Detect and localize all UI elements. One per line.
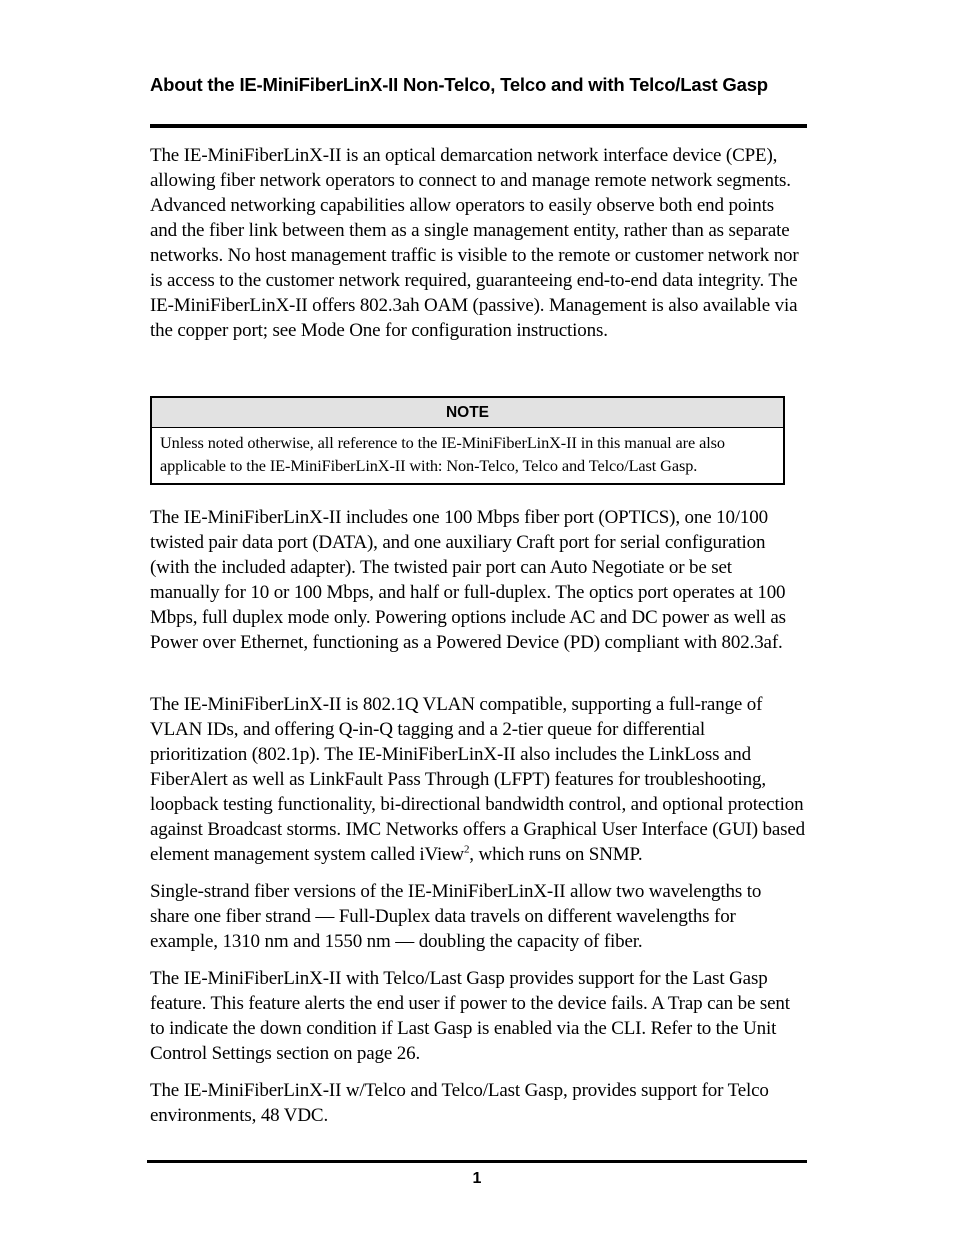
paragraph-last-gasp: The IE-MiniFiberLinX-II with Telco/Last Gasp provides support for the Last Gasp feature. This feature alerts the end user if power to the device fails. A Trap can be sent to indicate the down condition if Last Gasp is enabled via the CLI. Refer to the Unit Control Settings section on page 26. xyxy=(150,968,790,1064)
paragraph-vlan xyxy=(150,692,805,867)
paragraph-telco: The IE-MiniFiberLinX-II w/Telco and Telco/Last Gasp, provides support for Telco environments, 48 VDC. xyxy=(150,1080,769,1126)
heading-rule xyxy=(150,124,807,128)
paragraph-intro: The IE-MiniFiberLinX-II is an optical demarcation network interface device (CPE), allowing fiber network operators to connect to and manage remote network segments. Advanced networking capabilities allow operators to easily observe both end points and the fiber link between them as a single management entity, rather than as separate networks. No host management traffic is visible to the remote or customer network nor is access to the customer network required, guaranteeing end-to-end data integrity. The IE-MiniFiberLinX-II offers 802.3ah OAM (passive). Management is also available via the copper port; see Mode One for configuration instructions. xyxy=(150,145,799,341)
section-heading: About the IE-MiniFiberLinX-II Non-Telco, Telco and with Telco/Last Gasp xyxy=(150,74,768,95)
note-text: Unless noted otherwise, all reference to the IE-MiniFiberLinX-II in this manual are also applicable to the IE-MiniFiberLinX-II with: Non-Telco, Telco and Telco/Last Gasp. xyxy=(160,433,725,475)
paragraph-vlan-suffix: , which runs on SNMP. xyxy=(469,844,643,865)
paragraph-single-strand: Single-strand fiber versions of the IE-MiniFiberLinX-II allow two wavelengths to share one fiber strand — Full-Duplex data travels on different wavelengths for example, 1310 nm and 1550 nm — doubling the capacity of fiber. xyxy=(150,881,762,952)
note-box xyxy=(150,396,785,485)
paragraph-ports: The IE-MiniFiberLinX-II includes one 100 Mbps fiber port (OPTICS), one 10/100 twisted pair data port (DATA), and one auxiliary Craft port for serial configuration (with the included adapter). The twisted pair port can Auto Negotiate or be set manually for 10 or 100 Mbps, and half or full-duplex. The optics port operates at 100 Mbps, full duplex mode only. Powering options include AC and DC power as well as Power over Ethernet, functioning as a Powered Device (PD) compliant with 802.3af. xyxy=(150,507,786,653)
note-title: NOTE xyxy=(152,398,783,428)
document-page xyxy=(150,0,807,1235)
paragraph-vlan-text: The IE-MiniFiberLinX-II is 802.1Q VLAN compatible, supporting a full-range of VLAN IDs, and offering Q-in-Q tagging and a 2-tier queue for differential prioritization (802.1p). The IE-MiniFiberLinX-II also includes the LinkLoss and FiberAlert as well as LinkFault Pass Through (LFPT) features for troubleshooting, loopback testing functionality, bi-directional bandwidth control, and optional protection against Broadcast storms. IMC Networks offers a Graphical User Interface (GUI) based element management system called iView xyxy=(150,694,805,865)
page-number: 1 xyxy=(472,1170,482,1187)
footer-rule xyxy=(147,1160,807,1163)
iview-superscript: 2 xyxy=(463,843,470,856)
